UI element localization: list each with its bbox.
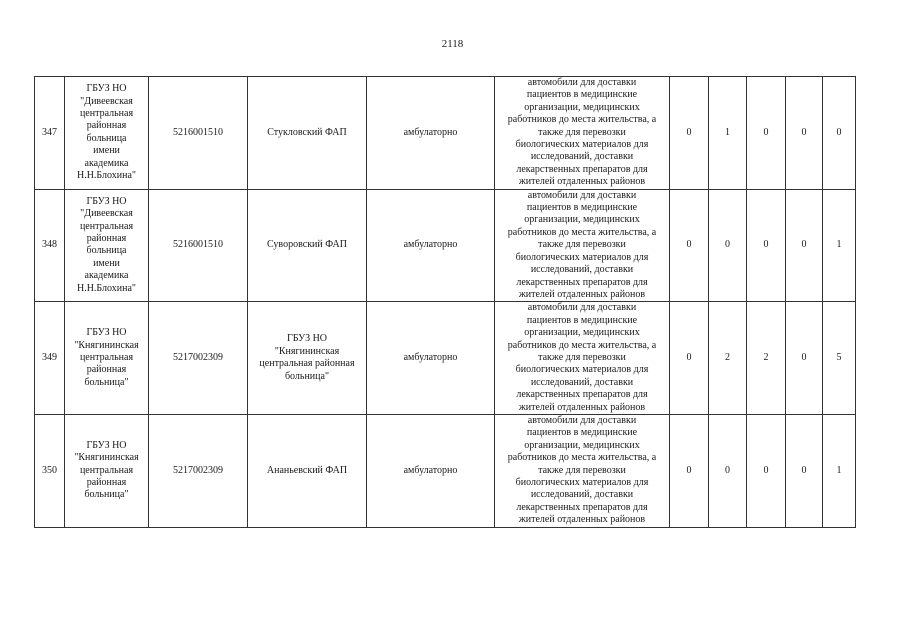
value-1: 0 <box>670 77 709 190</box>
facility-name: Ананьевский ФАП <box>248 414 367 527</box>
facility-name: Суворовский ФАП <box>248 189 367 302</box>
value-3: 0 <box>747 189 786 302</box>
value-5: 0 <box>823 77 856 190</box>
vehicle-purpose: автомобили для доставки пациентов в медицинские организации, медицинских работников до места жительства, а также для перевозки биологических материалов для исследований, доставки лекарственных препаратов для жителей отдаленных районов <box>495 189 670 302</box>
row-number: 350 <box>35 414 65 527</box>
value-4: 0 <box>786 77 823 190</box>
value-3: 0 <box>747 414 786 527</box>
inn-code: 5217002309 <box>149 302 248 415</box>
value-5: 1 <box>823 189 856 302</box>
facility-name: ГБУЗ НО "Княгининская центральная районная больница" <box>248 302 367 415</box>
vehicle-purpose: автомобили для доставки пациентов в медицинские организации, медицинских работников до места жительства, а также для перевозки биологических материалов для исследований, доставки лекарственных препаратов для жителей отдаленных районов <box>495 302 670 415</box>
value-1: 0 <box>670 302 709 415</box>
value-2: 1 <box>709 77 747 190</box>
care-type: амбулаторно <box>367 189 495 302</box>
organization-name: ГБУЗ НО "Княгининская центральная районная больница" <box>65 302 149 415</box>
vehicle-allocation-table <box>34 76 856 528</box>
inn-code: 5216001510 <box>149 189 248 302</box>
value-2: 0 <box>709 189 747 302</box>
facility-name: Стукловский ФАП <box>248 77 367 190</box>
table-row <box>35 302 856 415</box>
value-5: 1 <box>823 414 856 527</box>
organization-name: ГБУЗ НО "Дивеевская центральная районная больница имени академика Н.Н.Блохина" <box>65 189 149 302</box>
value-2: 0 <box>709 414 747 527</box>
table-row <box>35 414 856 527</box>
organization-name: ГБУЗ НО "Княгининская центральная районная больница" <box>65 414 149 527</box>
value-4: 0 <box>786 414 823 527</box>
value-4: 0 <box>786 302 823 415</box>
value-4: 0 <box>786 189 823 302</box>
value-3: 2 <box>747 302 786 415</box>
organization-name: ГБУЗ НО "Дивеевская центральная районная больница имени академика Н.Н.Блохина" <box>65 77 149 190</box>
value-2: 2 <box>709 302 747 415</box>
table-row <box>35 77 856 190</box>
inn-code: 5216001510 <box>149 77 248 190</box>
vehicle-purpose: автомобили для доставки пациентов в медицинские организации, медицинских работников до места жительства, а также для перевозки биологических материалов для исследований, доставки лекарственных препаратов для жителей отдаленных районов <box>495 77 670 190</box>
value-3: 0 <box>747 77 786 190</box>
value-1: 0 <box>670 414 709 527</box>
value-1: 0 <box>670 189 709 302</box>
care-type: амбулаторно <box>367 302 495 415</box>
row-number: 349 <box>35 302 65 415</box>
row-number: 348 <box>35 189 65 302</box>
inn-code: 5217002309 <box>149 414 248 527</box>
care-type: амбулаторно <box>367 77 495 190</box>
page-number: 2118 <box>441 38 464 50</box>
vehicle-purpose: автомобили для доставки пациентов в медицинские организации, медицинских работников до места жительства, а также для перевозки биологических материалов для исследований, доставки лекарственных препаратов для жителей отдаленных районов <box>495 414 670 527</box>
value-5: 5 <box>823 302 856 415</box>
row-number: 347 <box>35 77 65 190</box>
care-type: амбулаторно <box>367 414 495 527</box>
table-row <box>35 189 856 302</box>
